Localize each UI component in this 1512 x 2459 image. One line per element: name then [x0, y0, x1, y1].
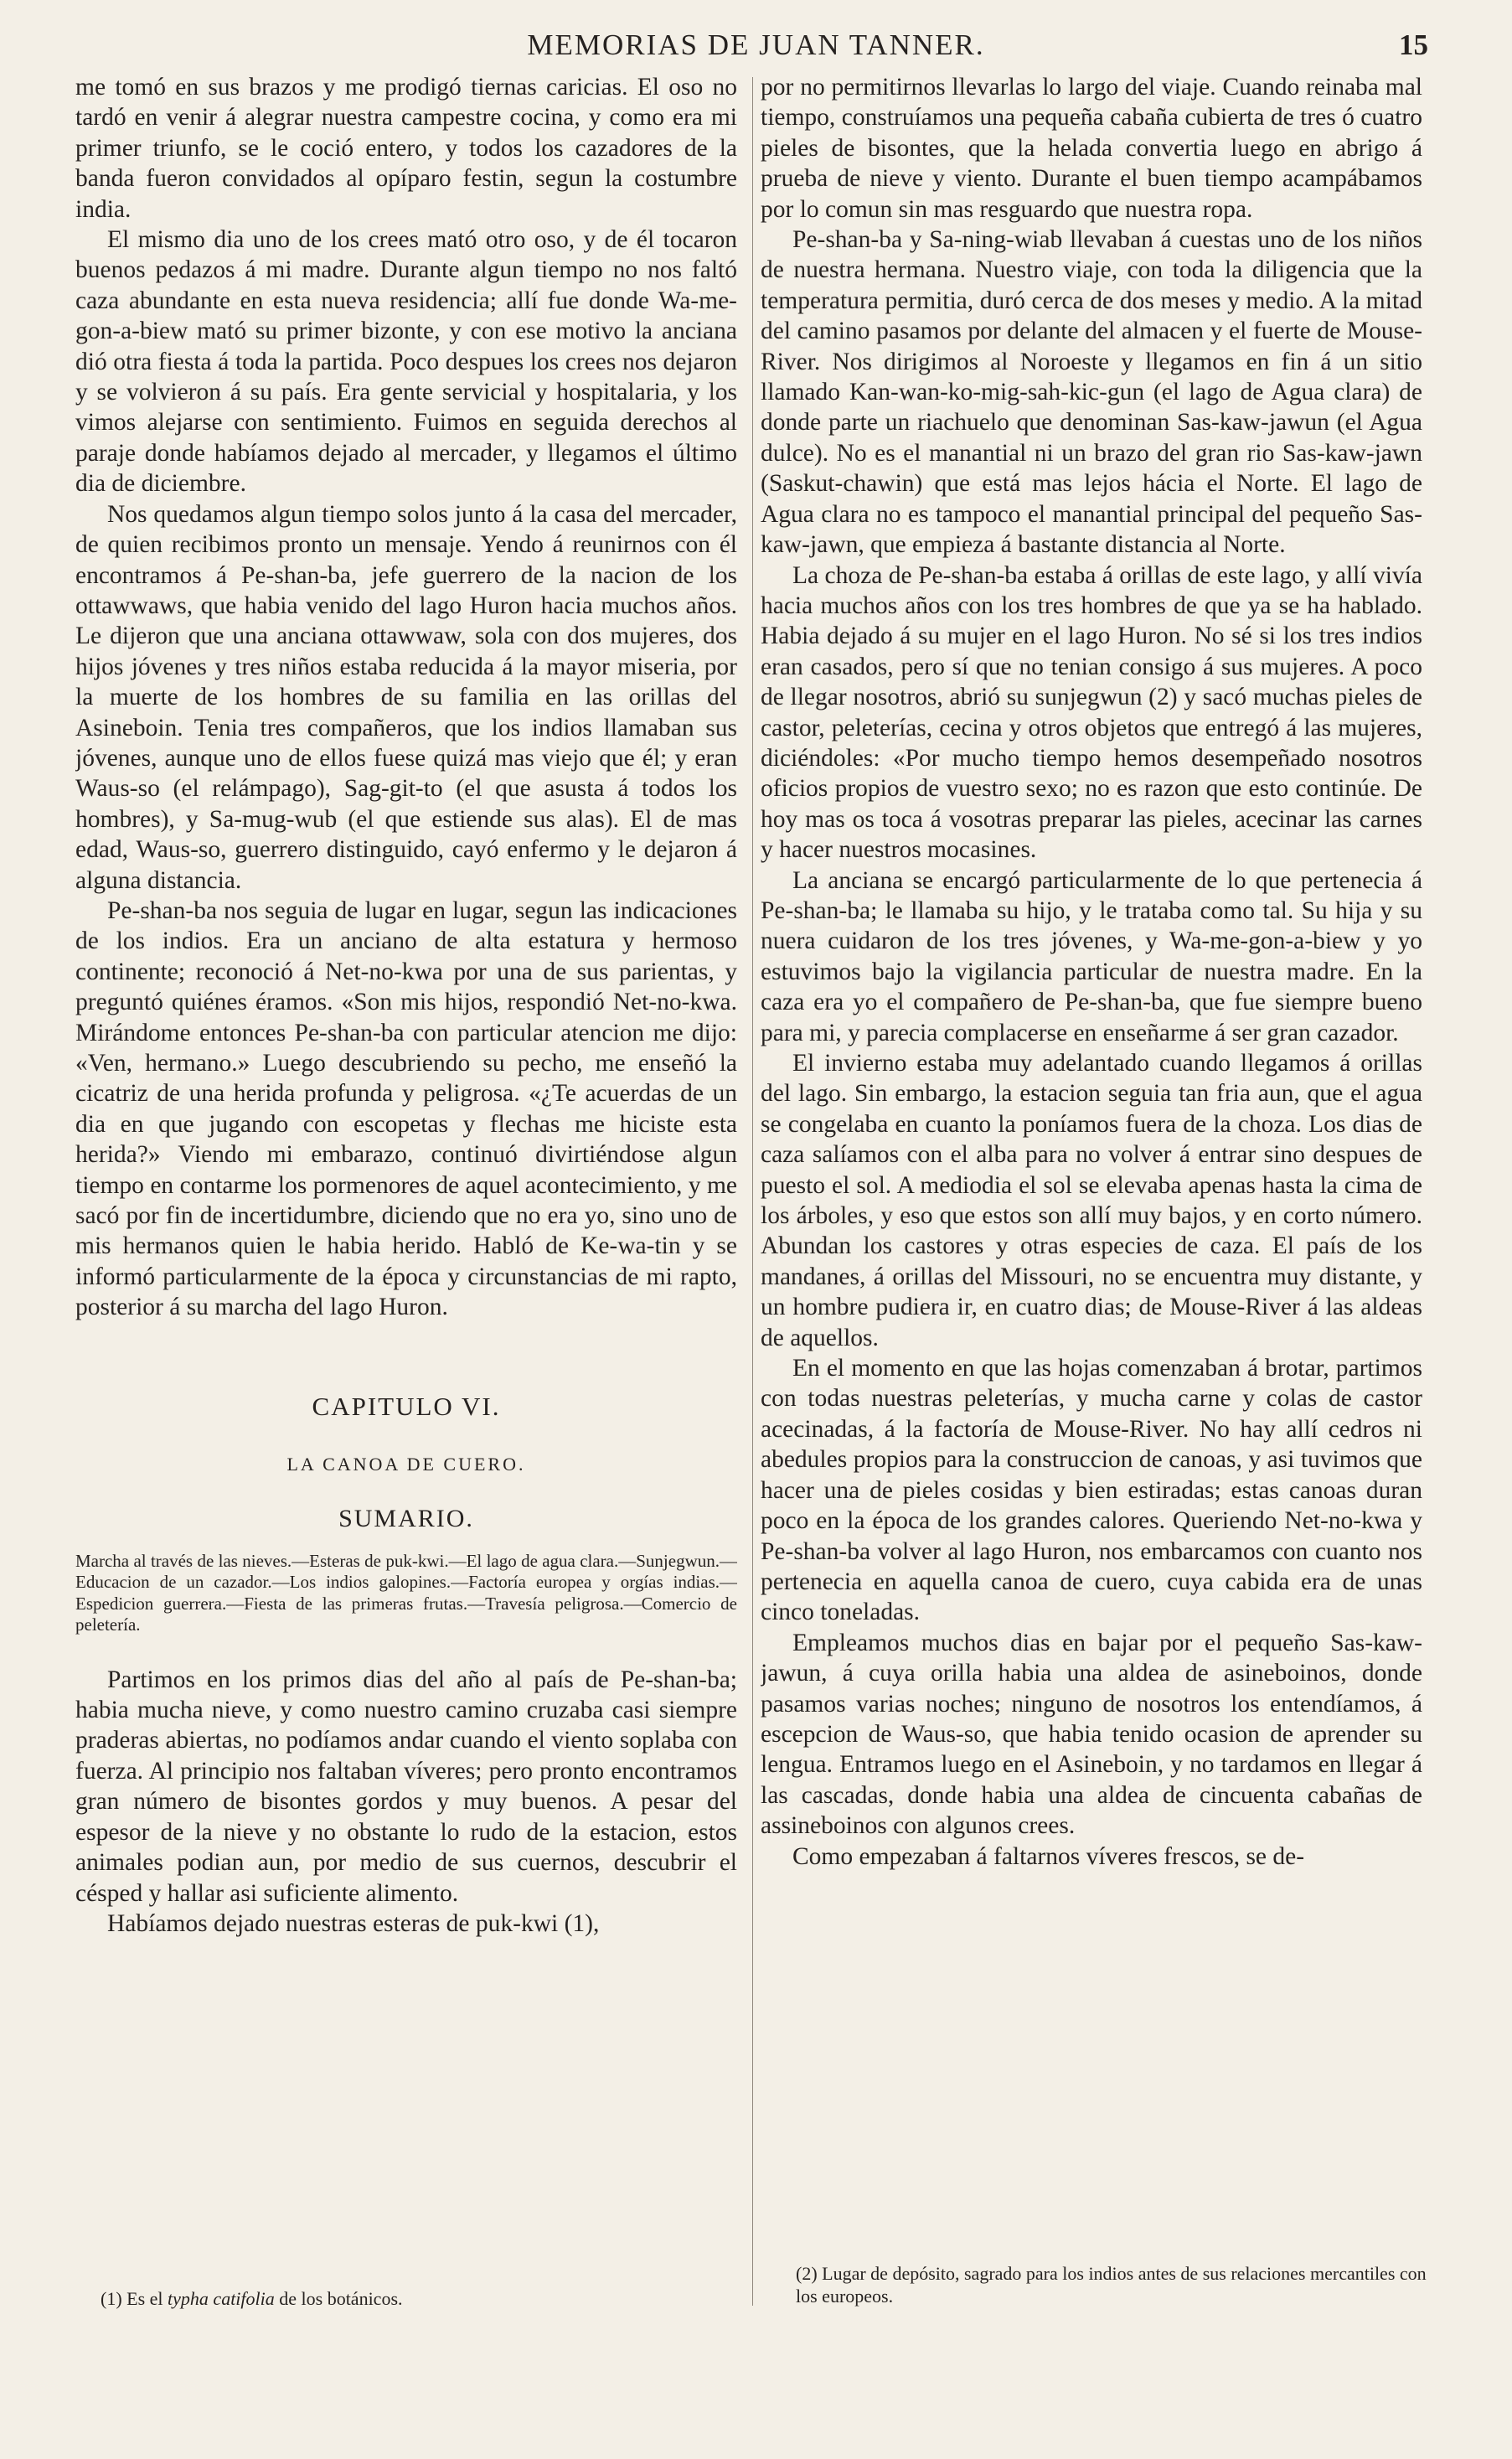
- footnote-number: (1): [101, 2288, 122, 2309]
- running-title: MEMORIAS DE JUAN TANNER.: [527, 28, 985, 61]
- paragraph: La anciana se encargó particularmente de lo que pertenecia á Pe-shan-ba; le llamaba su hijo, y le trataba como tal. Su hija y su nuera cuidaron de los tres jóvenes, y Wa-me-gon-a-biew y yo estuvimos bajo la vigilancia particular de nuestra madre. En la caza era yo el compañero de Pe-shan-ba, que fue siempre bueno para mi, y parecia complacerse en enseñarme á ser gran cazador.: [761, 866, 1422, 1046]
- footnote-right: (2) Lugar de depósito, sagrado para los indios antes de sus relaciones mercantiles con los europeos.: [796, 2263, 1427, 2307]
- column-divider: [752, 77, 753, 2306]
- page-number: 15: [1399, 28, 1428, 61]
- paragraph: Como empezaban á faltarnos víveres frescos, se de-: [792, 1842, 1305, 1870]
- chapter-subtitle: LA CANOA DE CUERO.: [286, 1453, 526, 1475]
- paragraph: Habíamos dejado nuestras esteras de puk-kwi (1),: [107, 1909, 600, 1937]
- paragraph: El invierno estaba muy adelantado cuando llegamos á orillas del lago. Sin embargo, la estacion seguia tan fria aun, que el agua se congelaba en cuanto la poníamos fuera de la choza. Los dias de caza salíamos con el alba para no volver á entrar sino despues de puesto el sol. A mediodia el sol se elevaba apenas hasta la cima de los árboles, y eso que estos son allí muy bajos, y en corto número. Abundan los castores y otras especies de caza. El país de los mandanes, á orillas del Missouri, no se encuentra muy distante, y un hombre pudiera ir, en cuatro dias; de Mouse-River á las aldeas de aquellos.: [761, 1050, 1422, 1351]
- paragraph: Empleamos muchos dias en bajar por el pequeño Sas-kaw-jawun, á cuya orilla habia una aldea de asineboinos, donde pasamos varias noches; ninguno de nosotros los entendíamos, á escepcion de Waus-so, que habia tenido ocasion de aprender su lengua. Entramos luego en el Asineboin, y no tardamos en llegar á las cascadas, donde habia una aldea de cincuenta cabañas de assineboinos con algunos crees.: [761, 1629, 1422, 1840]
- paragraph: Nos quedamos algun tiempo solos junto á la casa del mercader, de quien recibimos pronto un mensaje. Yendo á reunirnos con él encontramos á Pe-shan-ba, jefe guerrero de la nacion de los ottawwaws, que habia venido del lago Huron hacia muchos años. Le dijeron que una anciana ottawwaw, sola con dos mujeres, dos hijos jóvenes y tres niños estaba reducida á la mayor miseria, por la muerte de los hombres de su familia en las orillas del Asineboin. Tenia tres compañeros, que los indios llamaban sus jóvenes, aunque uno de ellos fuese quizá mas viejo que él; y eran Waus-so (el relámpago), Sag-git-to (el que asusta á todos los hombres), y Sa-mug-wub (el que estiende sus alas). El de mas edad, Waus-so, guerrero distinguido, cayó enfermo y le dejaron á alguna distancia.: [75, 500, 737, 894]
- paragraph: por no permitirnos llevarlas lo largo del viaje. Cuando reinaba mal tiempo, construíamos una pequeña cabaña cubierta de tres ó cuatro pieles de bisontes, que la helada convertia luego en abrigo á prueba de nieve y viento. Durante el buen tiempo acampábamos por lo comun sin mas resguardo que nuestra ropa.: [761, 74, 1422, 223]
- footnote-left: [101, 2287, 720, 2310]
- paragraph: En el momento en que las hojas comenzaban á brotar, partimos con todas nuestras peleterías, y mucha carne y colas de castor acecinadas, á la factoría de Mouse-River. No hay allí cedros ni abedules propios para la construccion de canoas, y asi tuvimos que hacer una de pieles cosidas y bien estiradas; estas canoas duran poco en la época de los grandes calores. Queriendo Net-no-kwa y Pe-shan-ba volver al lago Huron, nos embarcamos con cuanto nos pertenecia en aquella canoa de cuero, cuya cabida era de unas cinco toneladas.: [761, 1355, 1422, 1626]
- running-head: [0, 28, 1512, 67]
- paragraph: Partimos en los primos dias del año al país de Pe-shan-ba; habia mucha nieve, y como nuestro camino cruzaba casi siempre praderas abiertas, no podíamos andar cuando el viento soplaba con fuerza. Al principio nos faltaban víveres; pero pronto encontramos gran número de bisontes gordos y muy buenos. A pesar del espesor de la nieve y no obstante lo rudo de la estacion, estos animales podian aun, por medio de sus cuernos, descubrir el césped y hallar asi suficiente alimento.: [75, 1666, 737, 1907]
- chapter-title: CAPITULO VI.: [312, 1391, 501, 1421]
- summary-heading: SUMARIO.: [338, 1504, 474, 1532]
- right-column: [761, 72, 1422, 2418]
- summary-text: Marcha al través de las nieves.—Esteras de puk-kwi.—El lago de agua clara.—Sunjegwun.—Educacion de un cazador.—Los indios galopines.—Factoría europea y orgías indias.—Espedicion guerrera.—Fiesta de las primeras frutas.—Travesía peligrosa.—Comercio de peletería.: [75, 1550, 737, 1635]
- paragraph: Pe-shan-ba y Sa-ning-wiab llevaban á cuestas uno de los niños de nuestra hermana. Nuestro viaje, con toda la diligencia que la temperatura permitia, duró cerca de dos meses y medio. A la mitad del camino pasamos por delante del almacen y el fuerte de Mouse-River. Nos dirigimos al Noroeste y llegamos en fin á un sitio llamado Kan-wan-ko-mig-sah-kic-gun (el lago de Agua clara) de donde parte un riachuelo que denominan Sas-kaw-jawun (el Agua dulce). No es el manantial ni un brazo del gran rio Sas-kaw-jawn (Saskut-chawin) que está mas lejos hácia el Norte. El lago de Agua clara no es tampoco el manantial principal del pequeño Sas-kaw-jawn, que empieza á bastante distancia al Norte.: [761, 226, 1422, 559]
- paragraph: La choza de Pe-shan-ba estaba á orillas de este lago, y allí vivía hacia muchos años con los tres hombres de que ya se ha hablado. Habia dejado á su mujer en el lago Huron. No sé si los tres indios eran casados, pero sí que no tenian consigo á sus mujeres. A poco de llegar nosotros, abrió su sunjegwun (2) y sacó muchas pieles de castor, peleterías, cecina y otros objetos que entregó á las mujeres, diciéndoles: «Por mucho tiempo hemos desempeñado nosotros oficios propios de vuestro sexo; no es razon que esto continúe. De hoy mas os toca á vosotras preparar las pieles, acecinar las carnes y hacer nuestros mocasines.: [761, 561, 1422, 864]
- footnote-text: de los botánicos.: [279, 2288, 403, 2309]
- left-column: [75, 72, 737, 2418]
- paragraph: Pe-shan-ba nos seguia de lugar en lugar, segun las indicaciones de los indios. Era un anciano de alta estatura y hermoso continente; reconoció á Net-no-kwa por una de sus parientas, y preguntó quiénes éramos. «Son mis hijos, respondió Net-no-kwa. Mirándome entonces Pe-shan-ba con particular atencion me dijo: «Ven, hermano.» Luego descubriendo su pecho, me enseñó la cicatriz de una herida profunda y peligrosa. «¿Te acuerdas de un dia en que jugando con escopetas y flechas me hiciste esta herida?» Viendo mi embarazo, continuó divirtiéndose algun tiempo en contarme los pormenores de aquel acontecimiento, y me sacó por fin de incertidumbre, diciendo que no era yo, sino uno de mis hermanos quien le habia herido. Habló de Ke-wa-tin y se informó particularmente de la época y circunstancias de mi rapto, posterior á su marcha del lago Huron.: [75, 896, 737, 1321]
- footnote-italic: typha catifolia: [168, 2288, 275, 2309]
- footnote-text: Es el: [126, 2288, 163, 2309]
- paragraph: me tomó en sus brazos y me prodigó tiernas caricias. El oso no tardó en venir á alegrar nuestra campestre cocina, y como era mi primer triunfo, se le coció entero, y todos los cazadores de la banda fueron convidados al opíparo festin, segun la costumbre india.: [75, 74, 737, 223]
- paragraph: El mismo dia uno de los crees mató otro oso, y de él tocaron buenos pedazos á mi madre. Durante algun tiempo no nos faltó caza abundante en esta nueva residencia; allí fue donde Wa-me-gon-a-biew mató su primer bizonte, y con ese motivo la anciana dió otra fiesta á toda la partida. Poco despues los crees nos dejaron y se volvieron á su país. Era gente servicial y hospitalaria, y los vimos alejarse con sentimiento. Fuimos en seguida derechos al paraje donde habíamos dejado al mercader, y llegamos el último dia de diciembre.: [75, 226, 737, 498]
